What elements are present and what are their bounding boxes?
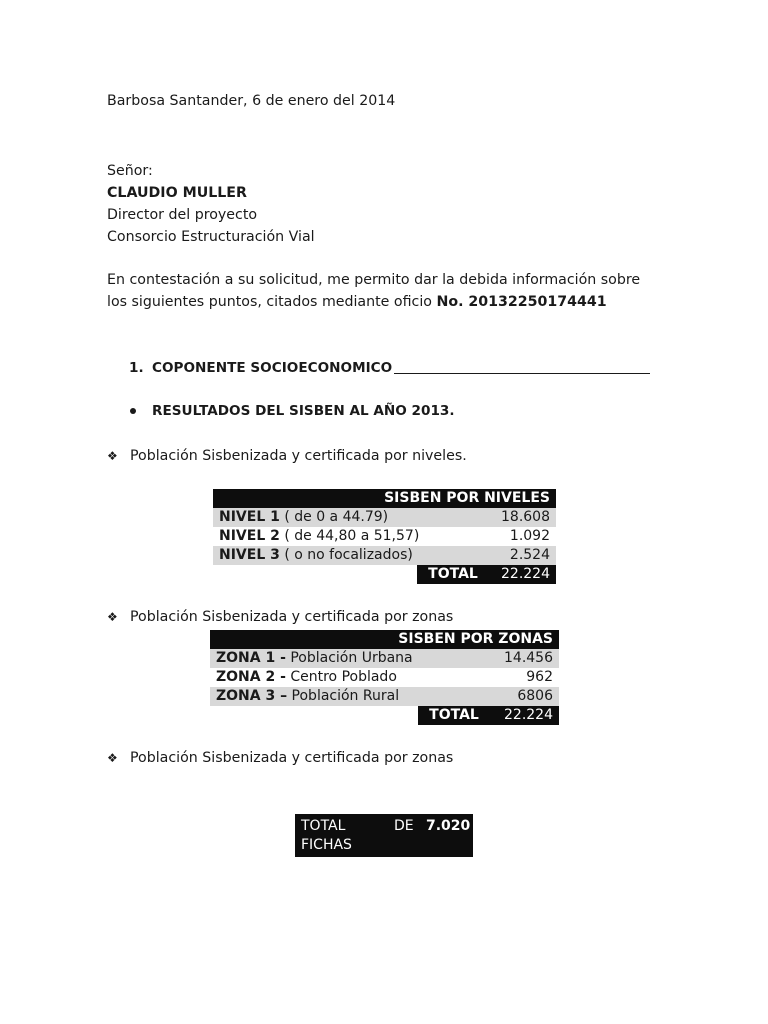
- total-value: 22.224: [490, 706, 559, 725]
- table-header: SISBEN POR ZONAS: [210, 630, 559, 649]
- row-label: [213, 546, 489, 565]
- total-spacer: [213, 565, 417, 584]
- fichas-word-total: TOTAL: [301, 818, 346, 834]
- table-header: SISBEN POR NIVELES: [213, 489, 556, 508]
- row-value: 14.456: [490, 649, 559, 668]
- row-label-bold: NIVEL 1: [219, 509, 280, 525]
- row-label: [210, 649, 490, 668]
- row-label-desc: Población Rural: [287, 688, 400, 704]
- recipient-organization: Consorcio Estructuración Vial: [107, 229, 315, 245]
- table-row: [213, 527, 556, 546]
- table-row: [213, 546, 556, 565]
- table-row: [210, 687, 559, 706]
- total-value: 22.224: [489, 565, 556, 584]
- table-total-row: [213, 565, 556, 584]
- row-label-bold: ZONA 3 –: [216, 688, 288, 704]
- table-row: [210, 668, 559, 687]
- row-label-bold: ZONA 2 -: [216, 669, 286, 685]
- row-label-desc: ( de 0 a 44.79): [279, 509, 389, 525]
- intro-line-1: En contestación a su solicitud, me permito dar la debida información sobre: [107, 272, 641, 288]
- row-label-desc: ( o no focalizados): [279, 547, 413, 563]
- diamond-item-3: Población Sisbenizada y certificada por zonas: [130, 750, 454, 766]
- table-row: [213, 508, 556, 527]
- fichas-value: 7.020: [426, 818, 471, 834]
- row-label: [210, 687, 490, 706]
- row-label: [213, 508, 489, 527]
- sisben-results-heading: RESULTADOS DEL SISBEN AL AÑO 2013.: [152, 403, 455, 419]
- total-fichas-box: [295, 814, 473, 857]
- section-title: COPONENTE SOCIOECONOMICO: [152, 360, 393, 376]
- row-label: [210, 668, 490, 687]
- total-label: TOTAL: [417, 565, 489, 584]
- oficio-reference: No. 20132250174441: [436, 294, 607, 310]
- sisben-niveles-table: [213, 489, 556, 584]
- row-label-bold: NIVEL 3: [219, 547, 280, 563]
- salutation: Señor:: [107, 163, 153, 179]
- row-label: [213, 527, 489, 546]
- row-value: 2.524: [489, 546, 556, 565]
- section-number: 1.: [129, 360, 144, 376]
- row-label-bold: NIVEL 2: [219, 528, 280, 544]
- recipient-title: Director del proyecto: [107, 207, 258, 223]
- intro-line-2-text: los siguientes puntos, citados mediante oficio: [107, 294, 432, 310]
- intro-line-2: [107, 291, 607, 313]
- row-value: 6806: [490, 687, 559, 706]
- diamond-item-1: Población Sisbenizada y certificada por niveles.: [130, 448, 467, 464]
- recipient-name: CLAUDIO MULLER: [107, 185, 247, 201]
- diamond-item-2: Población Sisbenizada y certificada por zonas: [130, 609, 454, 625]
- diamond-bullet-icon: ❖: [107, 610, 118, 624]
- bullet-icon: [130, 408, 136, 414]
- row-value: 1.092: [489, 527, 556, 546]
- row-label-desc: ( de 44,80 a 51,57): [279, 528, 420, 544]
- diamond-bullet-icon: ❖: [107, 751, 118, 765]
- sisben-zonas-table: [210, 630, 559, 725]
- total-spacer: [210, 706, 418, 725]
- row-label-bold: ZONA 1 -: [216, 650, 286, 666]
- table-total-row: [210, 706, 559, 725]
- row-label-desc: Población Urbana: [285, 650, 413, 666]
- row-label-desc: Centro Poblado: [285, 669, 397, 685]
- row-value: 18.608: [489, 508, 556, 527]
- diamond-bullet-icon: ❖: [107, 449, 118, 463]
- table-header-row: [213, 489, 556, 508]
- row-value: 962: [490, 668, 559, 687]
- section-title-underline: [394, 373, 650, 374]
- table-row: [210, 649, 559, 668]
- fichas-word-fichas: FICHAS: [301, 837, 352, 853]
- date-line: Barbosa Santander, 6 de enero del 2014: [107, 93, 396, 109]
- total-label: TOTAL: [418, 706, 490, 725]
- table-header-row: [210, 630, 559, 649]
- fichas-word-de: DE: [394, 818, 414, 834]
